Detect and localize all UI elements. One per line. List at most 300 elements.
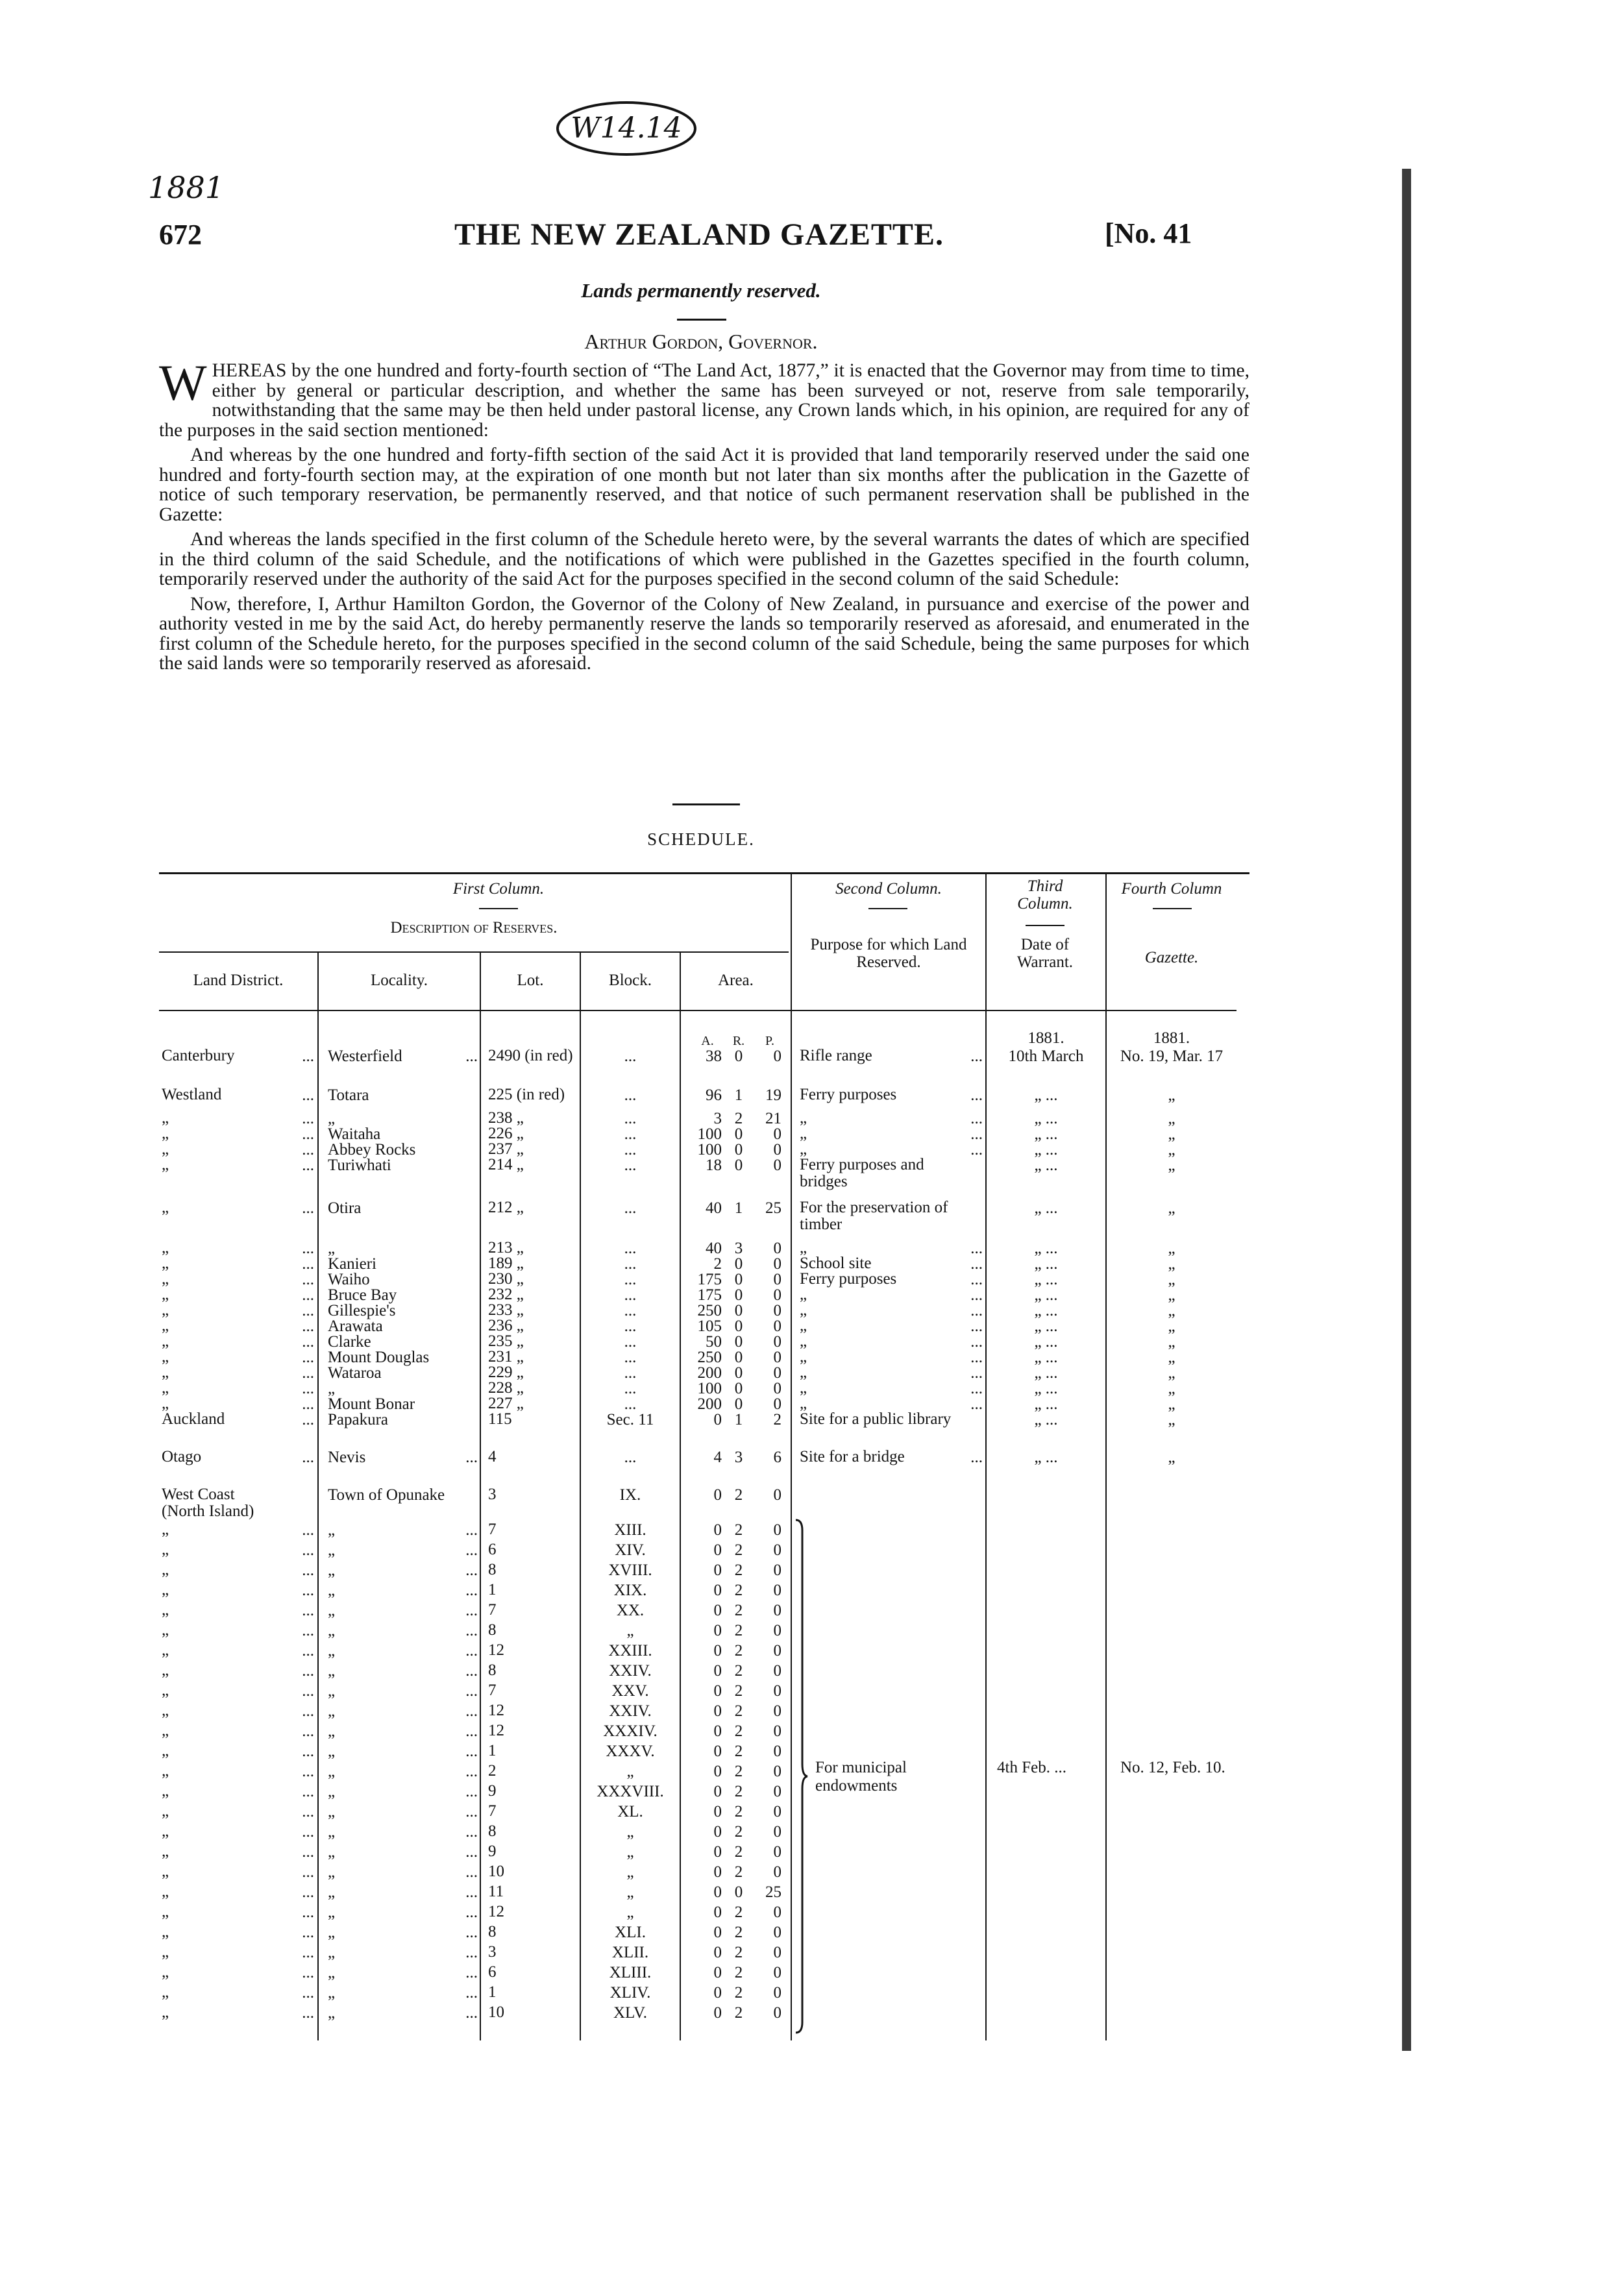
cell-p: 25 (765, 1883, 781, 1901)
cell-block: XXXVIII. (597, 1783, 664, 1800)
cell-lot: 3 (488, 1486, 497, 1503)
cell-lot: 1 (488, 1581, 497, 1598)
cell-r: 0 (734, 1125, 743, 1143)
cell-date: 10th March (1008, 1047, 1084, 1065)
cell-p: 0 (773, 1521, 781, 1539)
cell-ld: ... (465, 1541, 478, 1559)
cell-r: 0 (734, 1255, 743, 1273)
cell-a: 40 (706, 1240, 722, 1257)
header-area: Area. (718, 972, 754, 989)
cell-date: „ ... (1034, 1157, 1058, 1174)
cell-purpose: „ (800, 1140, 807, 1158)
cell-dd: ... (302, 1823, 314, 1841)
cell-date: „ ... (1034, 1255, 1058, 1273)
governor-line: Arthur Gordon, Governor. (584, 330, 818, 353)
cell-p: 0 (773, 1157, 781, 1174)
cell-pd: ... (970, 1349, 983, 1366)
cell-ld: ... (465, 1582, 478, 1599)
cell-ld: ... (465, 1944, 478, 1961)
cell-r: 2 (734, 1110, 743, 1127)
cell-purpose: Rifle range (800, 1047, 872, 1064)
cell-date: „ ... (1034, 1395, 1058, 1413)
cell-lot: 12 (488, 1903, 504, 1920)
cell-dd: ... (302, 1395, 314, 1413)
cell-a: 38 (706, 1047, 722, 1065)
cell-r: 1 (734, 1199, 743, 1217)
cell-p: 0 (773, 1863, 781, 1881)
cell-a: 0 (713, 1642, 722, 1660)
cell-locality: „ (328, 2004, 336, 2022)
cell-locality: „ (328, 1984, 336, 2002)
cell-date: „ ... (1034, 1302, 1058, 1319)
cell-a: 0 (713, 1602, 722, 1619)
cell-r: 0 (734, 1271, 743, 1288)
cell-district: „ (162, 1923, 169, 1941)
cell-lot: 8 (488, 1822, 497, 1840)
cell-locality: „ (328, 1883, 336, 1901)
cell-p: 0 (773, 1803, 781, 1820)
cell-a: 0 (713, 1843, 722, 1861)
cell-lot: 228 „ (488, 1379, 524, 1397)
cell-pd: ... (970, 1317, 983, 1335)
cell-lot: 1 (488, 1983, 497, 2001)
cell-district: „ (162, 1140, 169, 1158)
cell-dd: ... (302, 1255, 314, 1273)
cell-dd: ... (302, 1562, 314, 1579)
cell-purpose: School site (800, 1255, 872, 1272)
cell-r: 2 (734, 1541, 743, 1559)
cell-block: ... (624, 1349, 637, 1366)
cell-a: 0 (713, 1702, 722, 1720)
cell-block: ... (624, 1110, 637, 1127)
cell-block: „ (626, 1823, 634, 1841)
cell-locality: „ (328, 1803, 336, 1820)
cell-p: 0 (773, 1682, 781, 1700)
cell-r: 1 (734, 1411, 743, 1428)
cell-district: „ (162, 1317, 169, 1334)
cell-purpose: „ (800, 1332, 807, 1350)
cell-r: 0 (734, 1047, 743, 1065)
cell-block: XXV. (611, 1682, 649, 1700)
binding-shadow (1402, 169, 1411, 2051)
cell-a: 100 (697, 1380, 722, 1397)
cell-dd: ... (302, 1904, 314, 1921)
unit-acres: A. (701, 1034, 714, 1048)
cell-dd: ... (302, 1317, 314, 1335)
cell-pd: ... (970, 1110, 983, 1127)
cell-block: ... (624, 1364, 637, 1382)
cell-block: ... (624, 1047, 637, 1065)
notice-title: Lands permanently reserved. (581, 279, 821, 302)
paragraph-4: Now, therefore, I, Arthur Hamilton Gordon, the Governor of the Colony of New Zealand, in pursuance and exercise of the power and authority vested in me by the said Act, do hereby permanently reserve the lands so temporarily reserved as aforesaid, and enumerated in the first column of the Schedule hereto, for the purposes specified in the second column of the said Schedule, being the same purposes for which the said lands were so temporarily reserved as aforesaid. (159, 593, 1249, 674)
cell-a: 250 (697, 1302, 722, 1319)
cell-dd: ... (302, 1662, 314, 1680)
cell-p: 0 (773, 1141, 781, 1158)
cell-p: 0 (773, 1722, 781, 1740)
cell-dd: ... (302, 2004, 314, 2022)
cell-block: XLI. (615, 1924, 646, 1941)
cell-lot: 4 (488, 1448, 497, 1465)
cell-a: 0 (713, 1783, 722, 1800)
cell-district: „ (162, 2003, 169, 2021)
cell-purpose: „ (800, 1395, 807, 1412)
cell-p: 0 (773, 1662, 781, 1680)
cell-p: 0 (773, 1984, 781, 2002)
cell-p: 0 (773, 2004, 781, 2022)
cell-p: 0 (773, 1944, 781, 1961)
cell-district: „ (162, 1125, 169, 1142)
cell-dd: ... (302, 1924, 314, 1941)
cell-locality: Wataroa (328, 1364, 382, 1382)
cell-a: 100 (697, 1141, 722, 1158)
cell-lot: 189 „ (488, 1255, 524, 1272)
cell-lot: 1 (488, 1742, 497, 1759)
cell-district: „ (162, 1561, 169, 1578)
cell-r: 0 (734, 1349, 743, 1366)
cell-p: 2 (773, 1411, 781, 1428)
cell-locality: Totara (328, 1086, 369, 1104)
cell-lot: 237 „ (488, 1140, 524, 1158)
cell-block: XLIV. (609, 1984, 651, 2002)
cell-r: 2 (734, 1984, 743, 2002)
cell-block: ... (624, 1271, 637, 1288)
year-date: 1881. (1027, 1029, 1064, 1047)
cell-ld: ... (465, 1562, 478, 1579)
cell-district: „ (162, 1822, 169, 1840)
cell-locality: „ (328, 1702, 336, 1720)
cell-a: 0 (713, 1763, 722, 1780)
cell-pd: ... (970, 1449, 983, 1466)
section-rule (672, 803, 740, 805)
header-second-column: Second Column. (835, 880, 942, 898)
cell-block: „ (626, 1904, 634, 1921)
cell-dd: ... (302, 1743, 314, 1760)
cell-p: 0 (773, 1486, 781, 1504)
title-rule (677, 319, 726, 321)
notice-body (159, 354, 1249, 679)
cell-p: 0 (773, 1047, 781, 1065)
cell-dd: ... (302, 1803, 314, 1820)
cell-p: 0 (773, 1904, 781, 1921)
cell-block: ... (624, 1141, 637, 1158)
cell-dd: ... (302, 1449, 314, 1466)
cell-date: „ ... (1034, 1086, 1058, 1104)
cell-lot: 12 (488, 1722, 504, 1739)
cell-locality: Gillespie's (328, 1302, 396, 1319)
cell-ld: ... (465, 1702, 478, 1720)
cell-locality: „ (328, 1843, 336, 1861)
cell-district: „ (162, 1199, 169, 1216)
header-locality: Locality. (371, 972, 428, 989)
handwritten-year: 1881 (148, 170, 225, 205)
cell-block: ... (624, 1286, 637, 1304)
cell-dd: ... (302, 1349, 314, 1366)
cell-ld: ... (465, 2004, 478, 2022)
cell-date: „ ... (1034, 1411, 1058, 1428)
cell-lot: 7 (488, 1802, 497, 1820)
cell-lot: 229 „ (488, 1364, 524, 1381)
cell-date: „ ... (1034, 1364, 1058, 1382)
cell-p: 0 (773, 1964, 781, 1981)
cell-locality: „ (328, 1783, 336, 1800)
cell-block: XLIII. (609, 1964, 652, 1981)
cell-r: 0 (734, 1302, 743, 1319)
cell-block: ... (624, 1086, 637, 1104)
cell-r: 2 (734, 1763, 743, 1780)
cell-block: XIX. (613, 1582, 647, 1599)
cell-locality: „ (328, 1722, 336, 1740)
cell-district: „ (162, 1239, 169, 1256)
header-land-district: Land District. (193, 972, 284, 989)
cell-district: „ (162, 1395, 169, 1412)
cell-block: XXIV. (609, 1702, 652, 1720)
cell-r: 2 (734, 1863, 743, 1881)
cell-dd: ... (302, 1682, 314, 1700)
cell-ld: ... (465, 1047, 478, 1065)
cell-r: 0 (734, 1157, 743, 1174)
cell-p: 0 (773, 1541, 781, 1559)
header-third-column: Third Column. (1017, 877, 1073, 912)
cell-dd: ... (302, 1157, 314, 1174)
cell-a: 0 (713, 1722, 722, 1740)
cell-lot: 9 (488, 1843, 497, 1860)
cell-block: „ (626, 1863, 634, 1881)
cell-locality: „ (328, 1662, 336, 1680)
cell-dd: ... (302, 1364, 314, 1382)
cell-gazette: „ (1168, 1125, 1175, 1143)
cell-purpose: Site for a public library (800, 1410, 952, 1428)
cell-r: 2 (734, 1722, 743, 1740)
cell-lot: 226 „ (488, 1125, 524, 1142)
cell-dd: ... (302, 1602, 314, 1619)
cell-lot: 227 „ (488, 1395, 524, 1412)
cell-dd: ... (302, 1722, 314, 1740)
cell-date: „ ... (1034, 1349, 1058, 1366)
cell-locality: „ (328, 1541, 336, 1559)
cell-purpose: „ (800, 1364, 807, 1381)
cell-district: „ (162, 1601, 169, 1619)
cell-locality: Nevis (328, 1449, 366, 1466)
cell-district: „ (162, 1702, 169, 1719)
cell-a: 0 (713, 1541, 722, 1559)
cell-purpose: For the preservation of timber (800, 1199, 948, 1233)
cell-locality: „ (328, 1380, 336, 1397)
header-block: Block. (609, 972, 652, 989)
cell-p: 0 (773, 1395, 781, 1413)
cell-r: 2 (734, 1602, 743, 1619)
cell-date: „ ... (1034, 1141, 1058, 1158)
cell-gazette: No. 19, Mar. 17 (1120, 1047, 1224, 1065)
cell-locality: „ (328, 1944, 336, 1961)
cell-a: 0 (713, 1904, 722, 1921)
cell-pd: ... (970, 1047, 983, 1065)
cell-district: „ (162, 1682, 169, 1699)
cell-dd: ... (302, 1883, 314, 1901)
cell-r: 2 (734, 1521, 743, 1539)
cell-lot: 8 (488, 1661, 497, 1679)
cell-r: 2 (734, 1642, 743, 1660)
cell-r: 2 (734, 1783, 743, 1800)
cell-gazette: „ (1168, 1449, 1175, 1466)
cell-locality: Kanieri (328, 1255, 376, 1273)
cell-district: Auckland (162, 1410, 225, 1428)
cell-r: 0 (734, 1141, 743, 1158)
col-divider-purpose (791, 874, 792, 2040)
cell-block: ... (624, 1302, 637, 1319)
cell-locality: Waitaha (328, 1125, 381, 1143)
header-purpose: Purpose for which Land Reserved. (810, 936, 967, 971)
cell-lot: 7 (488, 1682, 497, 1699)
unit-perches: P. (765, 1034, 774, 1048)
cell-block: „ (626, 1763, 634, 1780)
cell-date: „ ... (1034, 1110, 1058, 1127)
cell-a: 0 (713, 1521, 722, 1539)
cell-locality: „ (328, 1743, 336, 1760)
cell-dd: ... (302, 1286, 314, 1304)
cell-district: „ (162, 1802, 169, 1820)
cell-ld: ... (465, 1883, 478, 1901)
cell-p: 0 (773, 1622, 781, 1639)
cell-locality: Otira (328, 1199, 362, 1217)
cell-a: 0 (713, 1743, 722, 1760)
cell-dd: ... (302, 1642, 314, 1660)
cell-a: 18 (706, 1157, 722, 1174)
cell-district: „ (162, 1903, 169, 1920)
cell-gazette: „ (1168, 1255, 1175, 1273)
cell-district: „ (162, 1883, 169, 1900)
cell-lot: 12 (488, 1702, 504, 1719)
cell-dd: ... (302, 1333, 314, 1351)
cell-block: ... (624, 1449, 637, 1466)
cell-block: XVIII. (608, 1562, 652, 1579)
cell-r: 1 (734, 1086, 743, 1104)
group-date: 4th Feb. ... (997, 1759, 1066, 1776)
cell-lot: 6 (488, 1541, 497, 1558)
cell-a: 0 (713, 1883, 722, 1901)
cell-lot: 232 „ (488, 1286, 524, 1303)
cell-lot: 233 „ (488, 1301, 524, 1319)
cell-block: IX. (619, 1486, 641, 1504)
cell-r: 0 (734, 1395, 743, 1413)
cell-ld: ... (465, 1843, 478, 1861)
cell-a: 175 (697, 1286, 722, 1304)
cell-pd: ... (970, 1255, 983, 1273)
cell-r: 2 (734, 1904, 743, 1921)
cell-district: „ (162, 1541, 169, 1558)
cell-lot: 2490 (in red) (488, 1047, 573, 1064)
cell-p: 0 (773, 1783, 781, 1800)
cell-dd: ... (302, 1411, 314, 1428)
cell-block: XIII. (614, 1521, 646, 1539)
cell-ld: ... (465, 1904, 478, 1921)
cell-a: 0 (713, 1562, 722, 1579)
cell-dd: ... (302, 1047, 314, 1065)
cell-r: 0 (734, 1286, 743, 1304)
cell-p: 0 (773, 1349, 781, 1366)
cell-dd: ... (302, 1582, 314, 1599)
cell-pd: ... (970, 1271, 983, 1288)
cell-gazette: „ (1168, 1411, 1175, 1428)
cell-locality: „ (328, 1622, 336, 1639)
cell-a: 3 (713, 1110, 722, 1127)
cell-p: 0 (773, 1302, 781, 1319)
cell-purpose: „ (800, 1286, 807, 1303)
cell-ld: ... (465, 1602, 478, 1619)
cell-a: 0 (713, 1411, 722, 1428)
cell-lot: 9 (488, 1782, 497, 1800)
cell-r: 2 (734, 1944, 743, 1961)
cell-block: XLV. (613, 2004, 648, 2022)
cell-r: 2 (734, 1486, 743, 1504)
cell-ld: ... (465, 1682, 478, 1700)
paragraph-3: And whereas the lands specified in the first column of the Schedule hereto were, by the several warrants the dates of which are specified in the third column of the said Schedule, and the notifications of which were published in the Gazettes specified in the fourth column, temporarily reserved under the authority of the said Act for the purposes specified in the second column of the said Schedule: (159, 529, 1249, 589)
cell-locality: Town of Opunake (328, 1486, 445, 1504)
cell-locality: „ (328, 1964, 336, 1981)
cell-p: 0 (773, 1763, 781, 1780)
page-number: 672 (159, 219, 202, 251)
cell-dd: ... (302, 1271, 314, 1288)
cell-r: 2 (734, 1582, 743, 1599)
unit-roods: R. (732, 1034, 745, 1048)
cell-lot: 214 „ (488, 1156, 524, 1173)
cell-a: 0 (713, 1924, 722, 1941)
cell-district: „ (162, 1332, 169, 1350)
cell-a: 0 (713, 1682, 722, 1700)
header-third-rule (1026, 925, 1064, 926)
cell-lot: 231 „ (488, 1348, 524, 1366)
drop-cap: W (159, 354, 207, 411)
handwritten-stamp-text: W14.14 (571, 112, 682, 145)
cell-r: 3 (734, 1240, 743, 1257)
cell-locality: „ (328, 1763, 336, 1780)
cell-district: „ (162, 1379, 169, 1397)
cell-gazette: „ (1168, 1364, 1175, 1382)
cell-date: „ ... (1034, 1271, 1058, 1288)
cell-p: 0 (773, 1823, 781, 1841)
cell-ld: ... (465, 1662, 478, 1680)
schedule-title: SCHEDULE. (647, 829, 755, 849)
cell-ld: ... (465, 1783, 478, 1800)
header-second-rule (868, 908, 907, 909)
cell-block: ... (624, 1157, 637, 1174)
cell-gazette: „ (1168, 1199, 1175, 1217)
cell-district: „ (162, 1270, 169, 1288)
cell-block: ... (624, 1333, 637, 1351)
cell-date: „ ... (1034, 1125, 1058, 1143)
cell-lot: 8 (488, 1561, 497, 1578)
cell-r: 2 (734, 1823, 743, 1841)
cell-p: 0 (773, 1642, 781, 1660)
header-gazette: Gazette. (1144, 949, 1199, 966)
cell-purpose: „ (800, 1379, 807, 1397)
cell-block: ... (624, 1317, 637, 1335)
cell-dd: ... (302, 1863, 314, 1881)
cell-ld: ... (465, 1964, 478, 1981)
header-fourth-column: Fourth Column (1121, 880, 1222, 898)
cell-lot: 10 (488, 2003, 504, 2021)
header-description: Description of Reserves. (390, 919, 558, 937)
cell-lot: 235 „ (488, 1332, 524, 1350)
cell-block: „ (626, 1883, 634, 1901)
cell-dd: ... (302, 1541, 314, 1559)
cell-dd: ... (302, 1110, 314, 1127)
cell-r: 0 (734, 1364, 743, 1382)
cell-district: Westland (162, 1086, 222, 1103)
cell-block: XL. (617, 1803, 643, 1820)
cell-locality: Bruce Bay (328, 1286, 397, 1304)
year-gazette: 1881. (1153, 1029, 1190, 1047)
cell-lot: 7 (488, 1521, 497, 1538)
